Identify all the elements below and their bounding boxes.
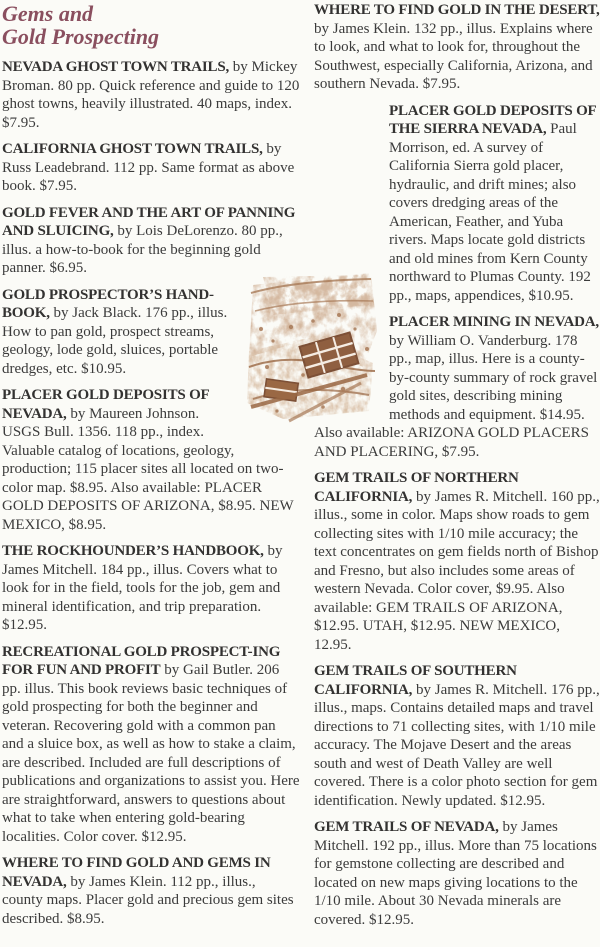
section-title [2,2,300,48]
book-title: PLACER MINING IN NEVADA, [389,314,599,330]
book-entry [314,662,600,810]
book-entry [2,58,300,132]
book-title: GEM TRAILS OF NEVADA, [314,819,499,835]
book-description: by James Mitchell. 184 pp., illus. Covers what to look for in the field, tools for the job, gem and mineral identification, and trip preparation. $12.95. [2,543,283,633]
book-entry [314,818,600,929]
book-title: CALIFORNIA GHOST TOWN TRAILS, [2,141,263,157]
left-column [2,1,300,936]
book-title: PLACER GOLD DEPOSITS OF THE SIERRA NEVADA, [389,102,596,137]
book-title: PLACER GOLD DEPOSITS OF NEVADA, [2,387,209,422]
book-description: by Mickey Broman. 80 pp. Quick reference and guide to 120 ghost towns, heavily illustrated. 40 maps, index. $7.95. [2,59,300,131]
book-description: by William O. Vanderburg. 178 pp., map, illus. Here is a county-by-county summary of rock gravel gold sites, describing mining methods and equipment. $14.95. Also available: ARIZONA GOLD PLACERS AND PLACERING, $7.95. [314,332,598,460]
book-description: by James R. Mitchell. 160 pp., illus., some in color. Maps show roads to gem collecting sites with 1/10 mile accuracy; the text concentrates on gem fields north of Bishop and Fresno, but also includes some areas of western Nevada. Color cover, $9.95. Also available: GEM TRAILS OF ARIZONA, $12.95. UTAH, $12.95. NEW MEXICO, 12.95. [314,488,600,653]
book-title: WHERE TO FIND GOLD IN THE DESERT, [314,2,600,18]
book-entry [2,542,300,635]
book-entry [2,140,300,196]
book-description: by Russ Leadebrand. 112 pp. Same format as above book. $7.95. [2,141,295,194]
book-entry [2,643,300,847]
book-title: NEVADA GHOST TOWN TRAILS, [2,59,230,75]
book-entry [314,1,600,94]
book-description: Paul Morrison, ed. A survey of California Sierra gold placer, hydraulic, and drift mines; also covers dredging areas of the American, Feather, and Yuba rivers. Maps locate gold districts and old mines from Kern County northward to Plumas County. 192 pp., maps, appendices, $10.95. [389,121,591,304]
book-description: by James Mitchell. 192 pp., illus. More than 75 locations for gemstone collecting are described and located on new maps giving locations to the 1/10 mile. About 30 Nevada minerals are covered. $12.95. [314,819,597,928]
right-column [314,1,600,937]
book-description: by Gail Butler. 206 pp. illus. This book reviews basic techniques of gold prospecting for both the beginner and veteran. Recovering gold with a common pan and a sluice box, as well as how to stake a claim, are described. Included are full descriptions of publications and organizations to assist you. Here are straightforward, answers to questions about what to take when entering gold-bearing localities. Color cover. $12.95. [2,662,300,845]
book-description: by Lois DeLorenzo. 80 pp., illus. a how-to-book for the beginning gold panner. $6.95. [2,223,283,276]
book-entry [314,469,600,654]
book-title: WHERE TO FIND GOLD AND GEMS IN NEVADA, [2,855,271,890]
mining-scene-illustration-icon [243,271,381,423]
book-title: GOLD FEVER AND THE ART OF PANNING AND SLUICING, [2,204,296,239]
book-title: RECREATIONAL GOLD PROSPECT-ING FOR FUN AND PROFIT [2,643,281,678]
section-title-line2: Gold Prospecting [2,24,160,49]
book-title: GEM TRAILS OF SOUTHERN CALIFORNIA, [314,663,517,698]
book-entry [2,204,300,278]
book-title: GOLD PROSPECTOR’S HAND-BOOK, [2,286,214,321]
book-title: GEM TRAILS OF NORTHERN CALIFORNIA, [314,470,519,505]
book-title: THE ROCKHOUNDER’S HANDBOOK, [2,543,264,559]
book-entry [2,854,300,928]
book-description: by James Klein. 112 pp., illus., county maps. Placer gold and precious gem sites described. $8.95. [2,873,294,927]
book-description: by James R. Mitchell. 176 pp., illus., maps. Contains detailed maps and travel directions to 71 collecting sites, with 1/10 mile accuracy. The Mojave Desert and the areas south and west of Death Valley are well covered. There is a color photo section for gem identification. Newly updated. $12.95. [314,681,600,809]
book-description: by James Klein. 132 pp., illus. Explains where to look, and what to look for, throughout the Southwest, especially California, Arizona, and southern Nevada. $7.95. [314,20,593,92]
book-description: by Jack Black. 176 pp., illus. How to pan gold, prospect streams, geology, lode gold, sluices, portable dredges, etc. $10.95. [2,305,228,377]
book-description: by Maureen Johnson. USGS Bull. 1356. 118 pp., index. Valuable catalog of locations, geology, production; 115 placer sites all located on two-color map. $8.95. Also available: PLACER GOLD DEPOSITS OF ARIZONA, $8.95. NEW MEXICO, $8.95. [2,405,294,533]
section-title-line1: Gems and [2,1,94,26]
